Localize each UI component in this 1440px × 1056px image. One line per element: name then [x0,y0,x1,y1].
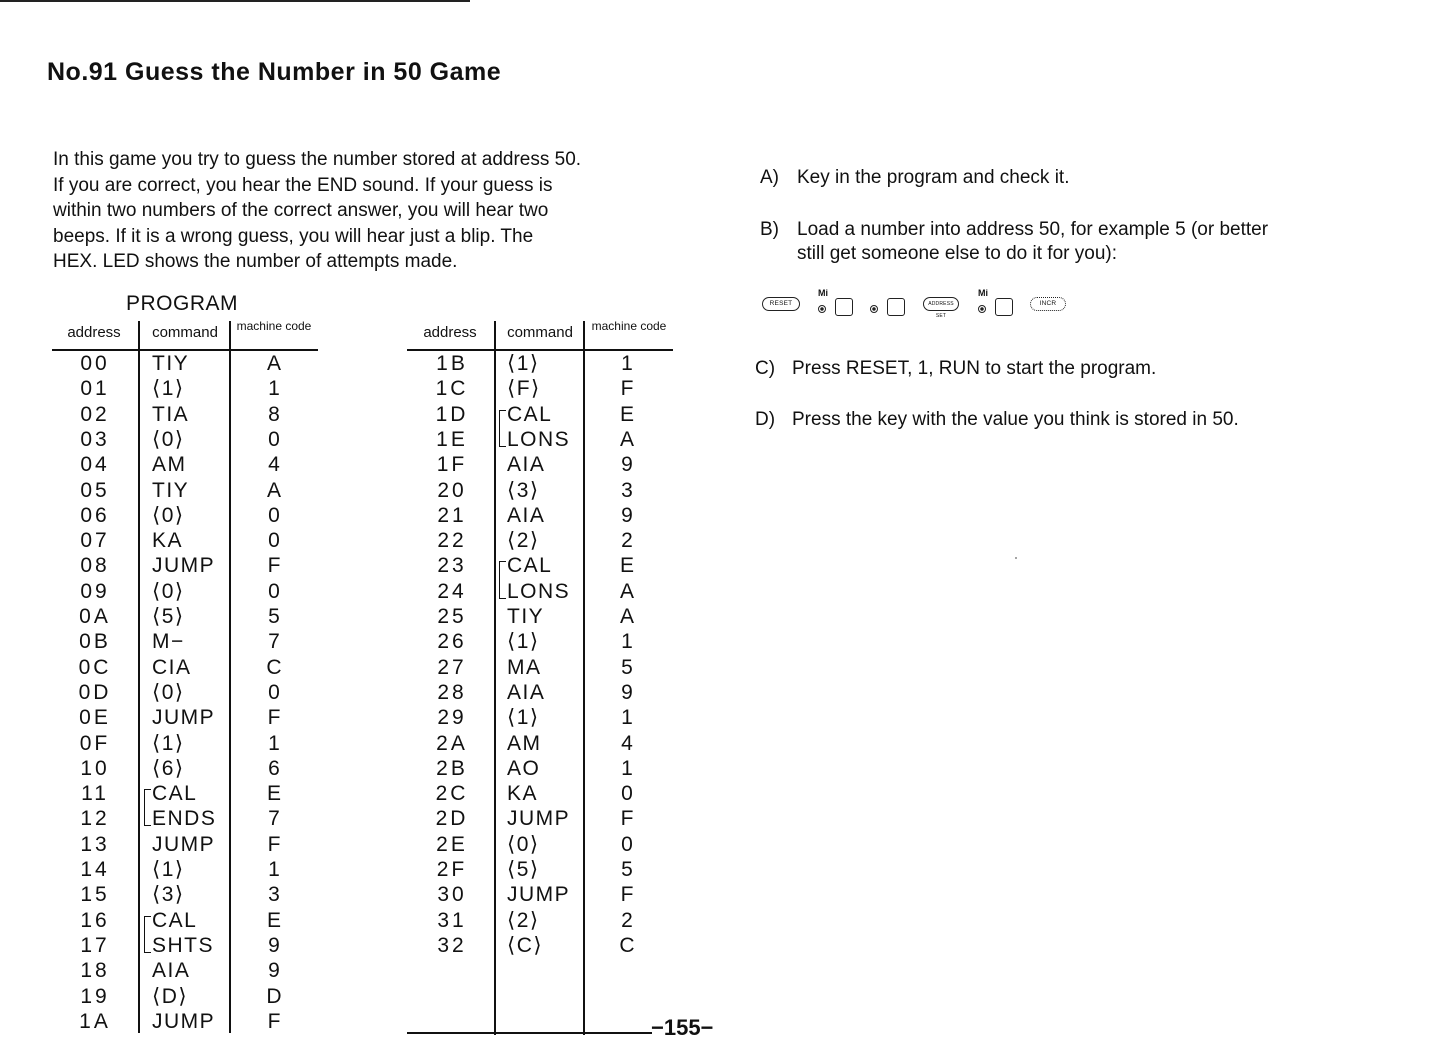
command-cell: ⟨0⟩ [507,832,540,856]
address-cell: 2B [436,756,468,780]
led-dot-icon [870,305,878,313]
intro-line: beeps. If it is a wrong guess, you will hear just a blip. The [53,225,534,247]
table-row [52,655,320,680]
address-cell: 32 [437,933,467,957]
table-row [52,933,320,958]
table-row [407,402,675,427]
command-cell: KA [507,782,539,806]
address-cell: 24 [437,579,467,603]
address-cell: 30 [437,883,467,907]
table-row [407,908,675,933]
table-row [52,908,320,933]
command-cell: ⟨5⟩ [507,858,540,881]
command-cell: JUMP [152,706,216,730]
address-cell: 00 [80,352,110,375]
table-row [52,579,320,604]
subroutine-bracket [499,561,506,598]
address-cell: 27 [437,655,467,679]
command-cell: JUMP [507,807,571,831]
machine-code-cell: 3 [621,478,633,502]
key-sequence [762,288,1082,320]
command-cell: ⟨0⟩ [152,427,185,451]
command-cell: JUMP [152,832,216,856]
machine-code-cell: 1 [268,731,280,755]
table-row [52,705,320,730]
table-row [52,604,320,629]
command-cell: AIA [152,959,191,983]
address-cell: 0E [79,706,111,730]
address-cell: 09 [80,579,110,603]
address-cell: 29 [437,706,467,730]
table-row [407,427,675,452]
machine-code-cell: F [620,807,634,831]
command-cell: JUMP [507,883,571,907]
table-header [52,321,320,349]
table-row [407,604,675,629]
step-b [760,218,1380,268]
command-cell: SHTS [152,933,215,957]
step-a [760,166,1380,192]
machine-code-cell: 1 [268,377,280,401]
machine-code-cell: 0 [621,832,633,856]
table-row [52,857,320,882]
table-row [407,857,675,882]
address-cell: 02 [80,402,110,426]
address-cell: 06 [80,503,110,527]
table-row [52,832,320,857]
step-d [755,408,1375,434]
address-cell: 18 [80,959,110,983]
address-cell: 17 [80,933,110,957]
address-cell: 16 [80,908,110,932]
address-cell: 07 [80,529,110,553]
machine-code-cell: A [619,605,634,628]
machine-code-cell: F [620,377,634,401]
command-cell: ⟨2⟩ [507,908,540,932]
command-cell: ⟨5⟩ [152,605,185,628]
step-text [792,408,1239,432]
command-cell: MA [507,655,542,679]
machine-code-cell: 0 [621,782,633,806]
address-set-key-icon: ADDRESS SET [923,297,959,311]
led-dot-icon [978,305,986,313]
address-cell: 0A [79,605,111,628]
address-cell: 05 [80,478,110,502]
machine-code-cell: 1 [268,858,280,881]
table-row [407,832,675,857]
table-row [52,351,320,376]
command-cell: CAL [507,554,553,578]
machine-code-cell: 2 [621,529,633,553]
table-row [407,351,675,376]
machine-code-cell: 6 [268,756,280,780]
machine-code-cell: 9 [621,680,633,704]
table-row [52,503,320,528]
table-row [407,781,675,806]
step-line: Load a number into address 50, for example 5 (or better [797,219,1269,240]
machine-code-cell: 3 [268,883,280,907]
command-cell: CAL [507,402,553,426]
address-cell: 0F [79,731,111,755]
machine-code-cell: 7 [268,630,280,654]
command-cell: AIA [507,680,546,704]
table-row [52,680,320,705]
machine-code-cell: 7 [268,807,280,831]
machine-code-cell: 2 [621,908,633,932]
subroutine-bracket [144,916,151,953]
address-cell: 20 [437,478,467,502]
command-cell: ENDS [152,807,217,831]
step-text [797,166,1069,190]
table-row [52,478,320,503]
machine-code-cell: 1 [621,706,633,730]
step-label: B) [760,219,779,240]
header-address: address [423,324,477,341]
address-cell: 26 [437,630,467,654]
table-row [407,705,675,730]
step-label: D) [755,409,776,430]
table-row [407,553,675,578]
table-row [52,756,320,781]
mi-label: Mi [818,288,828,298]
machine-code-cell: F [620,883,634,907]
program-table-left [52,321,320,1033]
page-number: −155− [651,1015,714,1040]
machine-code-cell: C [266,655,282,679]
intro-line: HEX. LED shows the number of attempts made. [53,251,458,272]
table-row [407,882,675,907]
intro-line: If you are correct, you hear the END sound. If your guess is [53,174,553,196]
address-cell: 01 [80,377,110,401]
command-cell: ⟨1⟩ [507,630,540,654]
table-row [407,376,675,401]
command-cell: ⟨0⟩ [152,503,185,527]
address-cell: 14 [80,858,110,881]
address-cell: 2E [436,832,468,856]
machine-code-cell: E [266,782,281,806]
table-row [407,731,675,756]
table-row [52,984,320,1009]
address-cell: 1F [436,453,468,477]
command-cell: ⟨6⟩ [152,756,185,780]
command-cell: ⟨F⟩ [507,377,541,401]
address-cell: 04 [80,453,110,477]
table-row [407,680,675,705]
command-cell: TIY [507,605,545,628]
table-row [52,958,320,983]
table-row [407,528,675,553]
machine-code-cell: E [619,402,634,426]
address-cell: 21 [437,503,467,527]
command-cell: CAL [152,908,198,932]
command-cell: ⟨3⟩ [152,883,185,907]
machine-code-cell: 0 [268,529,280,553]
table-row [52,731,320,756]
table-row [52,376,320,401]
address-cell: 1E [436,427,468,451]
step-line: Press RESET, 1, RUN to start the program. [792,358,1157,379]
table-row [407,629,675,654]
table-row [407,579,675,604]
command-cell: KA [152,529,184,553]
address-cell: 23 [437,554,467,578]
command-cell: ⟨2⟩ [507,529,540,553]
address-cell: 0B [79,630,111,654]
machine-code-cell: 0 [268,427,280,451]
machine-code-cell: 5 [268,605,280,628]
header-command: command [507,324,573,341]
machine-code-cell: E [619,554,634,578]
command-cell: AM [507,731,542,755]
command-cell: ⟨C⟩ [507,933,544,957]
address-cell: 1D [435,402,469,426]
page-title: No.91 Guess the Number in 50 Game [47,58,502,86]
address-cell: 2C [435,782,469,806]
command-cell: JUMP [152,1009,216,1033]
table-row [407,478,675,503]
address-cell: 0D [78,680,112,704]
table-row [407,452,675,477]
address-cell: 1B [436,352,468,375]
machine-code-cell: 1 [621,756,633,780]
table-row [52,402,320,427]
address-cell: 12 [80,807,110,831]
step-line: Press the key with the value you think is stored in 50. [792,409,1239,430]
program-table-right [407,321,675,1035]
key-0-icon [887,298,905,316]
address-cell: 03 [80,427,110,451]
address-cell: 19 [80,984,110,1008]
address-cell: 11 [81,782,109,806]
command-cell: AIA [507,453,546,477]
command-cell: ⟨0⟩ [152,680,185,704]
address-cell: 2F [436,858,468,881]
machine-code-cell: 1 [621,352,633,375]
address-cell: 1A [79,1009,111,1033]
machine-code-cell: A [266,352,281,375]
command-cell: TIY [152,478,190,502]
machine-code-cell: A [619,579,634,603]
machine-code-cell: A [266,478,281,502]
command-cell: ⟨1⟩ [507,352,540,375]
machine-code-cell: 9 [621,503,633,527]
address-cell: 28 [437,680,467,704]
address-cell: 31 [437,908,467,932]
header-machine-code: machine code [591,319,667,333]
table-row [52,1009,320,1034]
header-machine-code: machine code [236,319,312,333]
command-cell: TIY [152,352,190,375]
step-label: A) [760,167,779,188]
address-cell: 0C [78,655,112,679]
command-cell: ⟨0⟩ [152,579,185,603]
machine-code-cell: 9 [268,933,280,957]
machine-code-cell: 0 [268,579,280,603]
increment-key-icon: INCR [1030,297,1066,311]
command-cell: LONS [507,579,571,603]
machine-code-cell: 5 [621,655,633,679]
step-label: C) [755,358,776,379]
table-row [52,781,320,806]
subroutine-bracket [499,410,506,447]
command-cell: ⟨3⟩ [507,478,540,502]
machine-code-cell: D [266,984,282,1008]
command-cell: AIA [507,503,546,527]
header-address: address [67,324,121,341]
address-cell: 1C [435,377,469,401]
machine-code-cell: E [266,908,281,932]
speck [1015,557,1017,559]
step-line: Key in the program and check it. [797,167,1070,188]
address-cell: 2A [436,731,468,755]
table-row [407,503,675,528]
address-cell: 22 [437,529,467,553]
table-row [407,806,675,831]
machine-code-cell: 5 [621,858,633,881]
header-command: command [152,324,218,341]
command-cell: ⟨1⟩ [507,706,540,730]
machine-code-cell: 9 [268,959,280,983]
intro-line: In this game you try to guess the number stored at address 50. [53,149,582,170]
table-row [407,655,675,680]
top-rule [0,0,470,2]
address-cell: 08 [80,554,110,578]
table-row [52,528,320,553]
intro-line: within two numbers of the correct answer, you will hear two [53,200,549,221]
command-cell: CAL [152,782,198,806]
table-row [52,629,320,654]
machine-code-cell: 1 [621,630,633,654]
table-bottom-rule [407,1032,652,1034]
machine-code-cell: 0 [268,503,280,527]
subroutine-bracket [144,789,151,826]
step-line: still get someone else to do it for you): [797,243,1117,264]
command-cell: ⟨1⟩ [152,377,185,401]
command-cell: ⟨1⟩ [152,858,185,881]
machine-code-cell: 0 [268,680,280,704]
table-row [52,882,320,907]
machine-code-cell: F [267,1009,281,1033]
address-cell: 10 [80,756,110,780]
intro-paragraph [53,147,668,275]
table-row [52,427,320,452]
key-5-icon [995,298,1013,316]
address-cell: 13 [80,832,110,856]
address-cell: 25 [437,605,467,628]
step-text [797,218,1370,266]
step-text [792,357,1156,381]
machine-code-cell: 8 [268,402,280,426]
command-cell: TIA [152,402,190,426]
command-cell: AM [152,453,187,477]
machine-code-cell: 4 [621,731,633,755]
table-row [52,553,320,578]
command-cell: AO [507,756,541,780]
command-cell: ⟨D⟩ [152,984,189,1008]
machine-code-cell: 9 [621,453,633,477]
step-c [755,357,1375,383]
machine-code-cell: 4 [268,453,280,477]
machine-code-cell: F [267,706,281,730]
reset-key-icon: RESET [762,297,800,311]
address-cell: 2D [435,807,469,831]
table-row [407,933,675,958]
table-row [407,756,675,781]
mi-label: Mi [978,288,988,298]
command-cell: JUMP [152,554,216,578]
command-cell: LONS [507,427,571,451]
machine-code-cell: C [619,933,635,957]
machine-code-cell: F [267,832,281,856]
command-cell: CIA [152,655,192,679]
table-row [52,452,320,477]
led-dot-icon [818,305,826,313]
key-1-icon [835,298,853,316]
command-cell: ⟨1⟩ [152,731,185,755]
machine-code-cell: A [619,427,634,451]
table-header [407,321,675,349]
machine-code-cell: F [267,554,281,578]
command-cell: M− [152,630,185,654]
program-label: PROGRAM [126,292,239,315]
table-row [52,806,320,831]
address-cell: 15 [80,883,110,907]
